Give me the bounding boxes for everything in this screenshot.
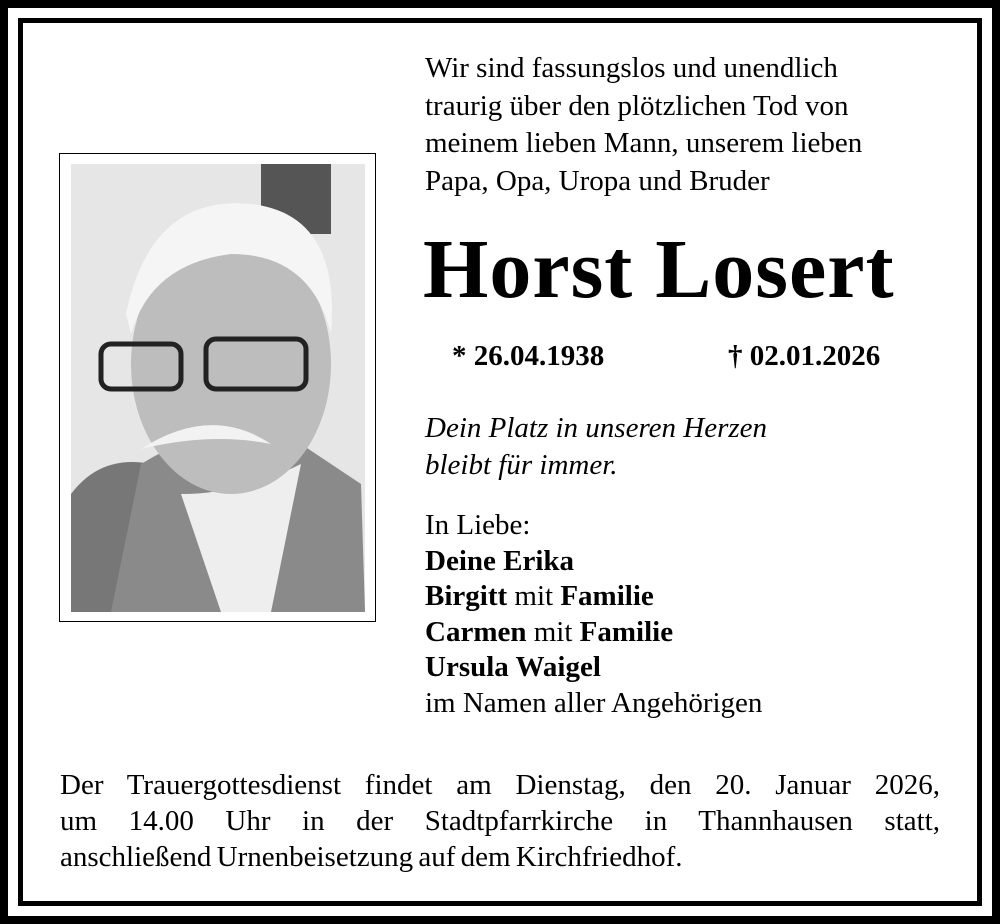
mourner <box>425 544 762 580</box>
intro-line: Wir sind fassungslos und unendlich <box>425 52 838 84</box>
mourner <box>425 579 762 615</box>
mourner-family: Familie <box>560 580 654 612</box>
mourner-family: Familie <box>579 615 674 648</box>
mourners-closing: im Namen aller Angehörigen <box>425 686 763 719</box>
mourner <box>425 650 762 686</box>
service-line: Der Trauergottesdienst findet am Dienstag, den 20. Januar 2026, <box>60 769 940 801</box>
mourner-name: Ursula Waigel <box>425 651 601 683</box>
portrait-photo <box>71 164 365 612</box>
intro-line: meinem lieben Mann, unserem lieben <box>425 127 863 159</box>
mourner-name: Carmen <box>425 615 527 648</box>
mourners-intro: In Liebe: <box>425 509 531 541</box>
birth-date: * 26.04.1938 <box>452 340 605 372</box>
deceased-name: Horst Losert <box>423 223 895 316</box>
service-line: um 14.00 Uhr in der Stadtpfarrkirche in Thannhausen statt, <box>60 805 940 837</box>
portrait-frame <box>59 153 376 622</box>
mourners-list <box>425 508 762 721</box>
mourner-name: Birgitt <box>425 580 508 612</box>
service-line: anschließend Urnenbeisetzung auf dem Kirchfriedhof. <box>60 841 683 873</box>
death-date: † 02.01.2026 <box>728 340 881 372</box>
mourner-connector: mit <box>526 615 580 648</box>
memorial-quote <box>425 410 767 484</box>
mourner <box>425 615 762 651</box>
intro-line: Papa, Opa, Uropa und Bruder <box>425 164 770 197</box>
quote-line: Dein Platz in unseren Herzen <box>425 412 768 444</box>
mourner-name: Deine Erika <box>425 544 575 577</box>
service-info <box>60 767 940 875</box>
mourner-connector: mit <box>507 580 561 612</box>
quote-line: bleibt für immer. <box>425 449 618 481</box>
intro-line: traurig über den plötzlichen Tod von <box>425 89 849 122</box>
intro-text <box>425 50 965 200</box>
